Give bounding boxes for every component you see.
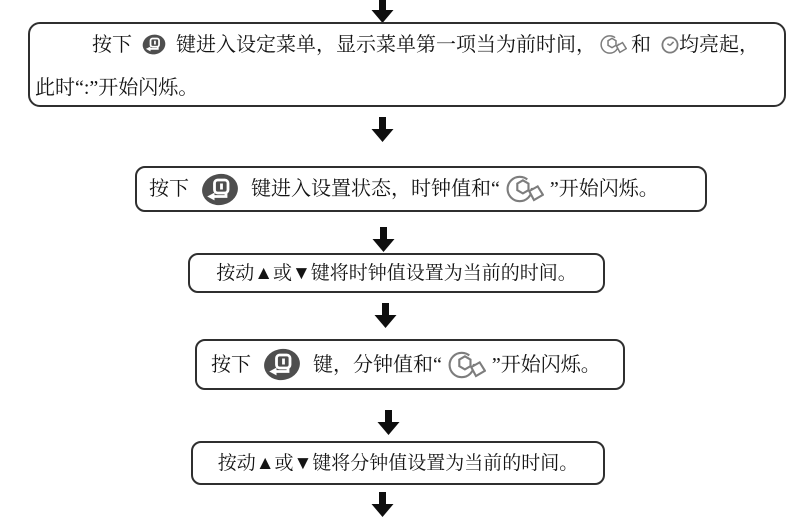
step4-mid-label: 键，分钟值和“ [313, 353, 442, 376]
step4-press-label: 按下 [211, 353, 251, 376]
step1-blink-label: 此时“:”开始闪烁。 [35, 77, 199, 99]
step-box-minute-blink [195, 339, 625, 390]
step-box-set-minute [191, 441, 605, 485]
wrench-nut-icon [600, 33, 627, 56]
arrow-down-icon [371, 492, 394, 517]
step5-line [193, 443, 603, 483]
enter-key-icon [263, 348, 301, 381]
step-box-set-hour [188, 253, 605, 293]
enter-key-icon [201, 173, 239, 206]
step4-end-label: ”开始闪烁。 [491, 353, 601, 376]
arrow-down-icon [371, 0, 394, 23]
step5-label: 按动▲或▼键将分钟值设置为当前的时间。 [217, 452, 579, 474]
arrow-down-icon [377, 410, 400, 435]
step2-line [149, 168, 659, 210]
step2-mid-label: 键进入设置状态，时钟值和“ [251, 178, 500, 200]
step-box-enter-setting-state [135, 166, 707, 212]
step1-line2 [35, 78, 198, 98]
arrow-down-icon [374, 303, 397, 328]
clock-icon [661, 36, 679, 54]
step1-lit-label: 均亮起， [679, 33, 759, 56]
step1-press-label: 按下 [92, 33, 132, 56]
step1-and-label: 和 [631, 33, 651, 56]
step2-end-label: ”开始闪烁。 [549, 178, 659, 200]
step2-press-label: 按下 [149, 178, 189, 200]
step-box-enter-setting-menu [28, 22, 786, 107]
step3-line [190, 255, 603, 291]
wrench-nut-icon [506, 173, 544, 205]
step4-line [211, 341, 601, 388]
enter-key-icon [142, 34, 166, 55]
arrow-down-icon [372, 227, 395, 252]
step3-label: 按动▲或▼键将时钟值设置为当前的时间。 [216, 262, 577, 284]
step1-menu-label: 键进入设定菜单，显示菜单第一项当为前时间， [176, 33, 596, 56]
arrow-down-icon [371, 117, 394, 142]
wrench-nut-icon [448, 349, 486, 381]
step1-line1 [92, 33, 759, 56]
